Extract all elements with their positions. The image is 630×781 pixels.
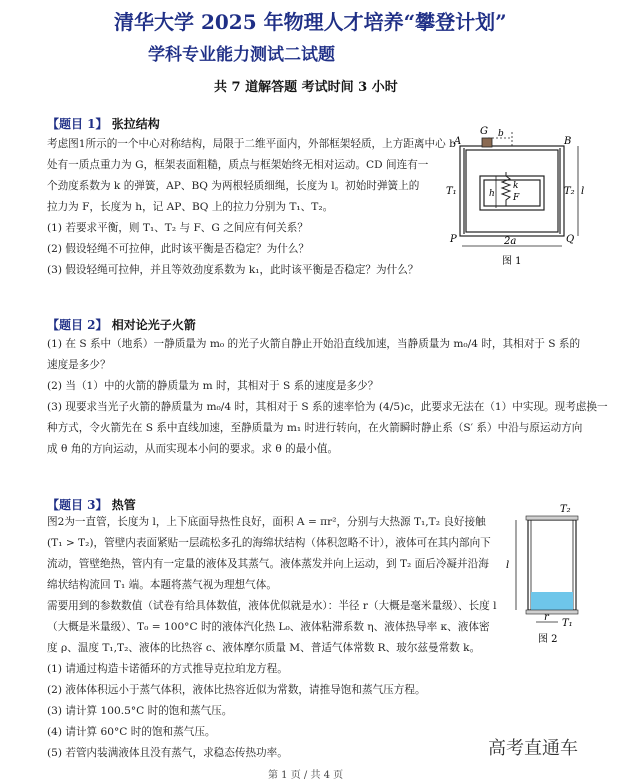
problem2-heading xyxy=(47,316,196,333)
problem2-tag: 【题目 2】 xyxy=(47,318,108,332)
problem3-question: (3) 请计算 100.5°C 时的饱和蒸气压。 xyxy=(47,705,233,717)
fig1-label-l: l xyxy=(581,186,585,197)
problem3-line: 需要用到的参数数值（试卷有给具体数值，液体优似就是水）：半径 r（大概是毫米量级）、长度 l xyxy=(47,600,497,612)
fig2-caption: 图 2 xyxy=(538,634,558,645)
problem3-question: (2) 液体体积远小于蒸气体积，液体比热容近似为常数，请推导饱和蒸气压方程。 xyxy=(47,684,426,696)
problem1-question: (1) 若要求平衡，则 T₁、T₂ 与 F、G 之间应有何关系？ xyxy=(47,222,308,234)
problem1-line: 个劲度系数为 k 的弹簧，AP、BQ 为两根轻质细绳，长度为 l。初始时弹簧上的 xyxy=(47,180,420,192)
problem3-line: 绵状结构流回 T₁ 端。本题将蒸气视为理想气体。 xyxy=(47,579,277,591)
exam-meta: 共 7 道解答题 考试时间 3 小时 xyxy=(214,80,398,95)
problem2-line: 种方式，令火箭先在 S 系中直线加速，至静质量为 m₁ 时进行转向，在火箭瞬时静止系（S′ 系）中沿与原运动方向 xyxy=(47,422,583,434)
problem3-heading xyxy=(47,496,136,513)
fig2-label-T2: T₂ xyxy=(560,504,571,515)
problem1-question: (3) 假设轻绳可拉伸，并且等效劲度系数为 k₁，此时该平衡是否稳定？为什么？ xyxy=(47,264,419,276)
problem3-line: 流动，管壁绝热，管内有一定量的液体及其蒸气。液体蒸发并向上运动，到 T₂ 面后冷凝并沿海 xyxy=(47,558,489,570)
problem2-line: (2) 当（1）中的火箭的静质量为 m 时，其相对于 S 系的速度是多少？ xyxy=(47,380,379,392)
problem3-topic: 热管 xyxy=(111,498,136,512)
fig1-label-2a: 2a xyxy=(504,236,517,247)
page-subtitle: 学科专业能力测试二试题 xyxy=(148,45,335,65)
problem1-question: (2) 假设轻绳不可拉伸，此时该平衡是否稳定？为什么？ xyxy=(47,243,310,255)
fig1-label-T1: T₁ xyxy=(446,186,457,197)
problem3-question: (5) 若管内装满液体且没有蒸气，求稳态传热功率。 xyxy=(47,747,288,759)
problem2-line: (3) 现要求当光子火箭的静质量为 m₀/4 时，其相对于 S 系的速率恰为 (4/5)c，此要求无法在（1）中实现。现考虑换一 xyxy=(47,401,608,413)
fig1-label-T2: T₂ xyxy=(564,186,575,197)
fig1-label-F: F xyxy=(513,193,520,203)
fig1-label-B: B xyxy=(564,136,572,147)
problem2-line: (1) 在 S 系中（地系）一静质量为 m₀ 的光子火箭自静止开始沿直线加速，当静质量为 m₀/4 时，其相对于 S 系的 xyxy=(47,338,581,350)
fig1-label-b: b xyxy=(498,129,504,139)
problem2-line: 成 θ 角的方向运动，从而实现本小问的要求。求 θ 的最小值。 xyxy=(47,443,339,455)
page-number: 第 1 页 / 共 4 页 xyxy=(268,770,344,781)
figure-2 xyxy=(500,500,600,648)
problem1-tag: 【题目 1】 xyxy=(47,117,108,131)
problem2-topic: 相对论光子火箭 xyxy=(111,318,196,332)
problem3-tag: 【题目 3】 xyxy=(47,498,108,512)
problem1-line: 考虑图1所示的一个中心对称结构，局限于二维平面内，外部框架轻质，上方距离中心 b xyxy=(47,138,456,150)
watermark: 高考直通车 xyxy=(488,738,578,759)
page-title: 清华大学 2025 年物理人才培养“攀登计划” xyxy=(114,10,507,34)
fig1-caption: 图 1 xyxy=(502,256,522,267)
problem1-heading xyxy=(47,115,160,132)
problem3-line: 度 ρ、温度 T₁,T₂、液体的比热容 c、液体摩尔质量 M、普适气体常数 R、玻尔兹曼常数 k。 xyxy=(47,642,481,654)
liquid xyxy=(531,592,573,610)
fig1-label-k: k xyxy=(513,181,519,191)
problem1-topic: 张拉结构 xyxy=(111,117,160,131)
problem3-body xyxy=(47,512,497,764)
mass-block xyxy=(482,138,492,147)
fig1-label-G: G xyxy=(480,126,488,137)
problem2-line: 速度是多少？ xyxy=(47,359,111,371)
fig1-label-A: A xyxy=(454,136,462,147)
problem3-question: (4) 请计算 60°C 时的饱和蒸气压。 xyxy=(47,726,216,738)
fig2-label-T1: T₁ xyxy=(562,618,573,629)
fig1-label-Q: Q xyxy=(566,234,575,245)
problem1-body xyxy=(47,134,456,281)
problem3-line: (T₁ > T₂)，管壁内表面紧贴一层疏松多孔的海绵状结构（体积忽略不计），液体可在其内部向下 xyxy=(47,537,491,549)
fig2-label-r: r xyxy=(544,612,549,623)
problem2-body xyxy=(47,334,608,460)
problem1-line: 拉力为 F，长度为 h，记 AP、BQ 上的拉力分别为 T₁、T₂。 xyxy=(47,201,334,213)
problem3-line: 图2为一直管，长度为 l，上下底面导热性良好，面积 A = πr²，分别与大热源 T₁,T₂ 良好接触 xyxy=(47,516,486,528)
problem3-question: (1) 请通过构造卡诺循环的方式推导克拉珀龙方程。 xyxy=(47,663,288,675)
fig2-label-l: l xyxy=(506,560,510,571)
figure-1 xyxy=(440,118,590,268)
problem1-line: 处有一质点重力为 G，框架表面粗糙，质点与框架始终无相对运动。CD 间连有一 xyxy=(47,159,429,171)
problem3-line: （大概是米量级）、T₀ = 100°C 时的液体汽化热 L₀、液体粘滞系数 η、液体热导率 κ、液体密 xyxy=(47,621,490,633)
fig1-label-h: h xyxy=(489,189,495,199)
fig1-label-P: P xyxy=(450,234,457,245)
